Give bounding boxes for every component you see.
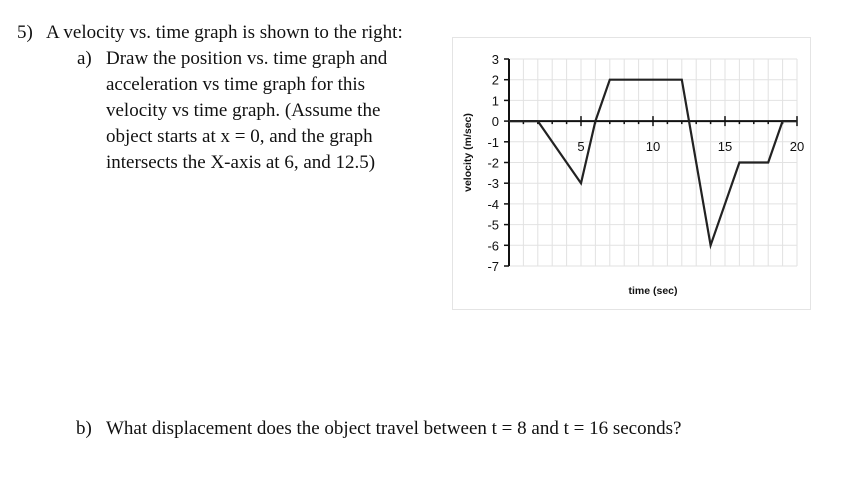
y-tick-label: -1: [487, 134, 499, 150]
part-a-line-2: acceleration vs time graph for this: [106, 74, 366, 95]
x-tick-label: 5: [577, 139, 585, 155]
x-tick-label: 20: [789, 139, 805, 155]
y-tick-label: 0: [491, 114, 499, 130]
question-intro: A velocity vs. time graph is shown to the right:: [46, 22, 403, 43]
y-tick-label: -5: [487, 217, 499, 233]
y-tick-label: 1: [491, 93, 499, 109]
part-b-label: b): [76, 418, 92, 439]
y-tick-label: -3: [487, 176, 499, 192]
x-tick-label: 10: [645, 139, 661, 155]
part-a-label: a): [77, 48, 92, 69]
part-a-line-3: velocity vs time graph. (Assume the: [106, 100, 381, 121]
y-tick-label: -4: [487, 196, 499, 212]
y-tick-label: -6: [487, 238, 499, 254]
part-a-line-5: intersects the X-axis at 6, and 12.5): [106, 152, 376, 173]
y-tick-label: -7: [487, 259, 499, 274]
x-axis-label: time (sec): [628, 285, 678, 297]
y-tick-label: -2: [487, 155, 499, 171]
part-a-line-4: object starts at x = 0, and the graph: [106, 126, 373, 147]
part-b-text: What displacement does the object travel between t = 8 and t = 16 seconds?: [106, 418, 682, 439]
y-axis-label: velocity (m/sec): [462, 113, 474, 192]
y-tick-label: 2: [491, 72, 499, 88]
question-number: 5): [17, 22, 33, 43]
y-tick-label: 3: [491, 52, 499, 67]
part-a-line-1: Draw the position vs. time graph and: [106, 48, 388, 69]
x-tick-label: 15: [717, 139, 733, 155]
